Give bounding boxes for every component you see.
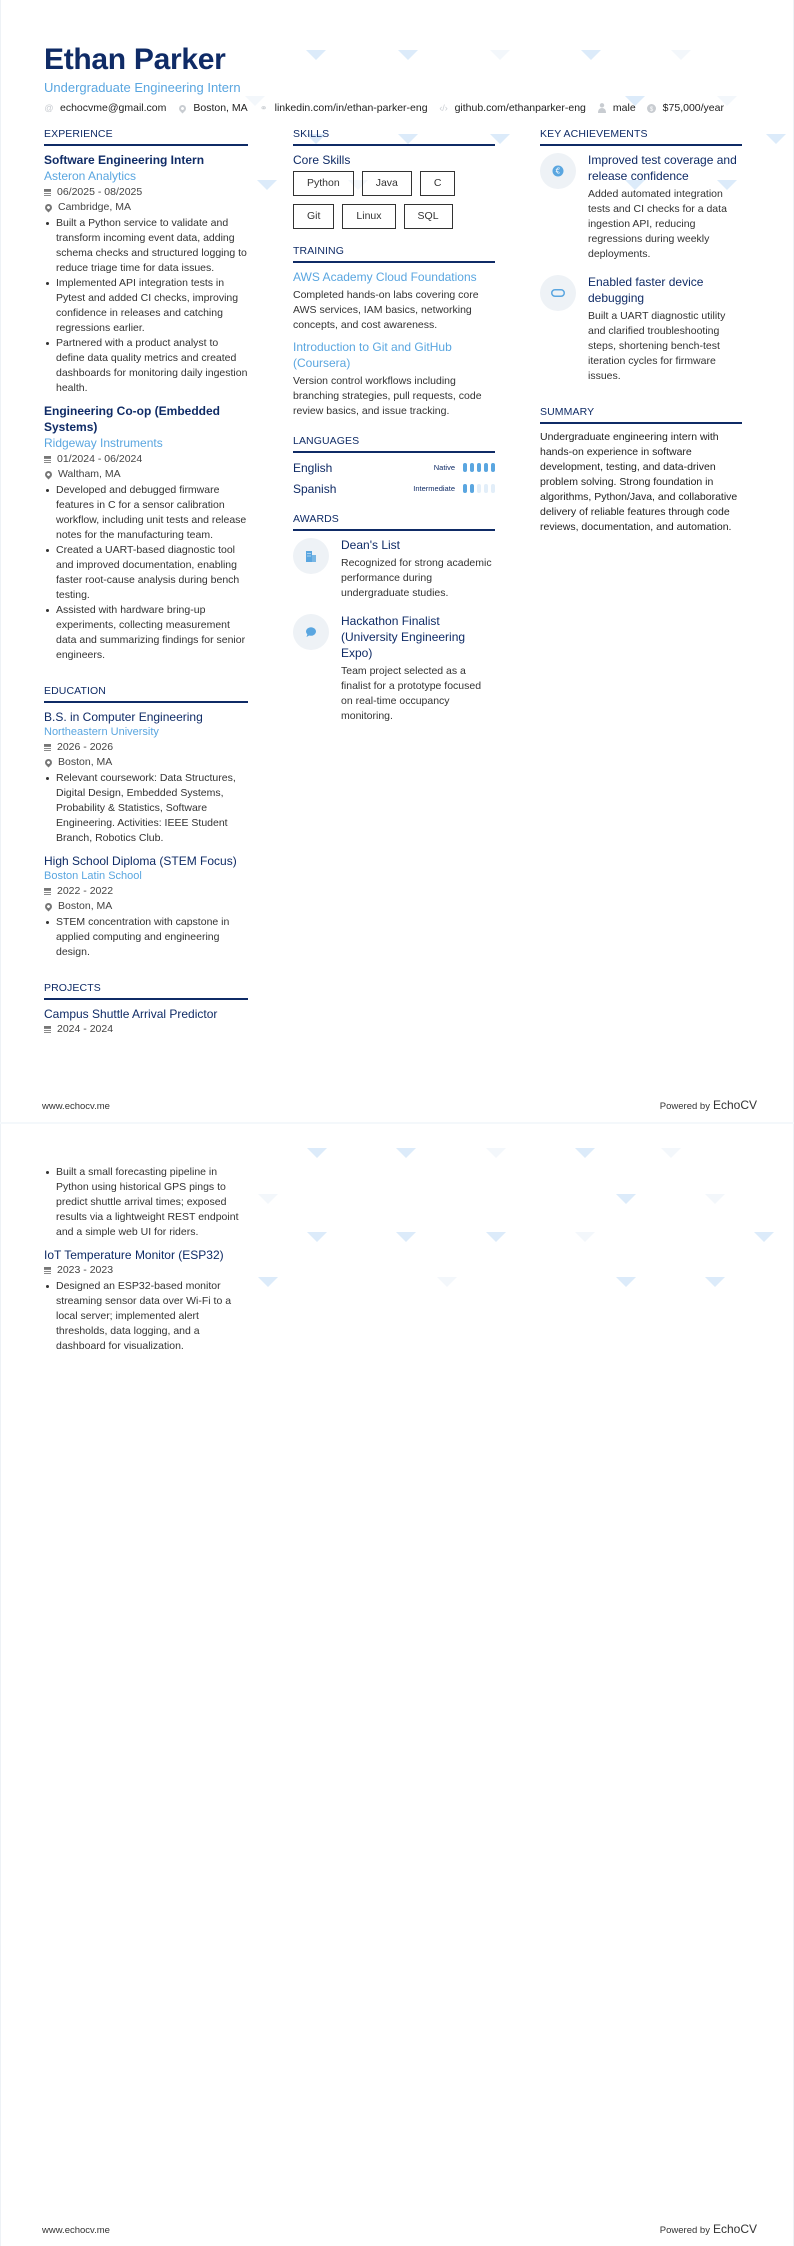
powered-by <box>660 1098 757 1112</box>
skill-tag: Java <box>362 171 412 196</box>
project-name: IoT Temperature Monitor (ESP32) <box>44 1248 224 1262</box>
dates-text: 2026 - 2026 <box>57 741 114 753</box>
bullet-item: Implemented API integration tests in Pytest and added CI checks, improving confidence in releases and catching regressions earlier. <box>44 276 248 336</box>
location-text: Boston, MA <box>58 756 113 768</box>
link-icon: ⚭ <box>259 102 268 113</box>
job-location <box>44 467 248 482</box>
project-entry-continued <box>44 1165 248 1240</box>
achievement-title: Improved test coverage and release confidence <box>588 153 737 183</box>
training-section <box>293 245 495 419</box>
salary-icon <box>647 103 657 113</box>
powered-by <box>660 2222 757 2236</box>
calendar-icon <box>44 1026 51 1034</box>
svg-text:$: $ <box>650 106 654 113</box>
education-dates <box>44 884 248 899</box>
contact-location-text: Boston, MA <box>193 102 248 114</box>
language-name: Spanish <box>293 481 337 496</box>
awards-section <box>293 513 495 730</box>
section-title-awards: AWARDS <box>293 513 495 531</box>
powered-by-label: Powered by <box>659 1101 710 1112</box>
location-pin-icon <box>44 470 54 480</box>
training-description: Version control workflows including branching strategies, pull requests, code review basics, and issue tracking. <box>293 375 482 417</box>
bullet-item: Built a small forecasting pipeline in Python using historical GPS pings to predict shuttle arrival times; exposed results via a lightweight REST endpoint and a simple web UI for riders. <box>44 1165 248 1240</box>
resume-page-2 <box>0 1124 794 2246</box>
section-title-experience: EXPERIENCE <box>44 128 248 146</box>
at-icon: @ <box>44 103 54 113</box>
page-footer <box>42 1098 757 1112</box>
dates-text: 2022 - 2022 <box>57 885 114 897</box>
skills-group-title: Core Skills <box>293 153 351 167</box>
degree-title: B.S. in Computer Engineering <box>44 710 203 724</box>
left-column <box>44 128 248 1059</box>
language-level: Intermediate <box>413 484 455 493</box>
award-entry <box>293 613 495 730</box>
calendar-icon <box>44 888 51 896</box>
contact-gender <box>597 102 636 114</box>
pill-toggle-icon <box>540 275 576 311</box>
middle-column <box>293 128 495 752</box>
achievement-description: Built a UART diagnostic utility and clarified troubleshooting steps, shortening bench-test iteration cycles for firmware issues. <box>588 310 726 382</box>
key-achievements-section <box>540 128 742 390</box>
education-location <box>44 755 248 770</box>
job-bullets <box>44 216 248 396</box>
experience-entry <box>44 403 248 663</box>
language-row <box>293 459 495 476</box>
location-pin-icon <box>177 103 187 113</box>
skill-tags <box>293 171 495 229</box>
contact-bar <box>44 102 763 114</box>
language-row <box>293 480 495 497</box>
training-description: Completed hands-on labs covering core AWS services, IAM basics, networking concepts, and cost awareness. <box>293 289 479 331</box>
company-name: Ridgeway Instruments <box>44 436 163 450</box>
project-name: Campus Shuttle Arrival Predictor <box>44 1007 218 1021</box>
job-location <box>44 200 248 215</box>
bullet-item: STEM concentration with capstone in applied computing and engineering design. <box>44 915 248 960</box>
section-title-education: EDUCATION <box>44 685 248 703</box>
contact-email[interactable] <box>44 102 166 114</box>
bullet-item: Created a UART-based diagnostic tool and improved documentation, enabling faster root-cause analysis during bench testing. <box>44 543 248 603</box>
skill-tag: Git <box>293 204 334 229</box>
contact-salary <box>647 102 724 114</box>
award-entry <box>293 537 495 607</box>
degree-title: High School Diploma (STEM Focus) <box>44 854 237 868</box>
resume-header <box>44 42 763 114</box>
award-name: Dean's List <box>341 538 400 552</box>
powered-by-label: Powered by <box>659 2225 710 2236</box>
footer-website-link[interactable]: www.echocv.me <box>42 1101 110 1112</box>
candidate-name: Ethan Parker <box>44 43 226 76</box>
building-icon <box>293 538 329 574</box>
calendar-icon <box>44 744 51 752</box>
training-name: Introduction to Git and GitHub (Coursera) <box>293 340 452 370</box>
education-entry <box>44 709 248 846</box>
experience-entry <box>44 152 248 396</box>
contact-email-text: echocvme@gmail.com <box>60 102 167 114</box>
achievement-entry <box>540 152 742 268</box>
location-pin-icon <box>44 758 54 768</box>
location-pin-icon <box>44 902 54 912</box>
education-entry <box>44 853 248 960</box>
job-bullets <box>44 483 248 663</box>
section-title-key-achievements: KEY ACHIEVEMENTS <box>540 128 742 146</box>
candidate-role: Undergraduate Engineering Intern <box>44 80 241 95</box>
skill-tag: Python <box>293 171 354 196</box>
project-bullets <box>44 1165 248 1240</box>
page-footer <box>42 2222 757 2236</box>
location-text: Boston, MA <box>58 900 113 912</box>
education-bullets <box>44 915 248 960</box>
location-text: Cambridge, MA <box>58 201 131 213</box>
summary-text: Undergraduate engineering intern with hands-on experience in software development, testing, and data-driven problem solving. Strong foundation in algorithms, Python/Java, and collaborative delivery of reliable features through code reviews, documentation, and automation. <box>540 431 738 533</box>
person-icon <box>597 103 607 113</box>
award-description: Recognized for strong academic performance during undergraduate studies. <box>341 557 492 599</box>
contact-gender-text: male <box>612 102 636 114</box>
education-dates <box>44 740 248 755</box>
resume-page-1 <box>0 0 794 1122</box>
section-title-training: TRAINING <box>293 245 495 263</box>
dates-text: 01/2024 - 06/2024 <box>57 453 143 465</box>
award-description: Team project selected as a finalist for a prototype focused on real-time occupancy monitoring. <box>341 665 482 722</box>
achievement-entry <box>540 274 742 390</box>
location-pin-icon <box>44 203 54 213</box>
contact-github[interactable] <box>439 102 586 114</box>
job-title: Software Engineering Intern <box>44 153 205 167</box>
calendar-icon <box>44 456 51 464</box>
bullet-item: Designed an ESP32-based monitor streaming sensor data over Wi-Fi to a local server; implemented alert thresholds, data logging, and a dashboard for visualization. <box>44 1279 248 1354</box>
location-text: Waltham, MA <box>58 468 121 480</box>
proficiency-dots <box>463 484 495 493</box>
bullet-item: Assisted with hardware bring-up experiments, collecting measurement data and summarizing findings for senior engineers. <box>44 603 248 663</box>
contact-linkedin[interactable] <box>259 102 428 114</box>
footer-website-link[interactable]: www.echocv.me <box>42 2225 110 2236</box>
chat-bubble-icon <box>293 614 329 650</box>
training-name: AWS Academy Cloud Foundations <box>293 270 477 284</box>
language-level: Native <box>433 463 455 472</box>
job-dates <box>44 452 248 467</box>
contact-github-text: github.com/ethanparker-eng <box>454 102 586 114</box>
euro-coin-icon <box>540 153 576 189</box>
school-name: Boston Latin School <box>44 870 142 882</box>
brand-logo-text[interactable]: EchoCV <box>712 1098 757 1112</box>
achievement-title: Enabled faster device debugging <box>588 275 704 305</box>
school-name: Northeastern University <box>44 726 159 738</box>
bullet-item: Developed and debugged firmware features in C for a sensor calibration workflow, including unit tests and release notes for the manufacturing team. <box>44 483 248 543</box>
company-name: Asteron Analytics <box>44 169 137 183</box>
projects-section <box>44 982 248 1037</box>
award-name: Hackathon Finalist (University Engineering Expo) <box>341 614 466 660</box>
skills-section <box>293 128 495 229</box>
bullet-item: Relevant coursework: Data Structures, Digital Design, Embedded Systems, Probability & Statistics, Software Engineering. Activities: IEEE Student Branch, Robotics Club. <box>44 771 248 846</box>
education-location <box>44 899 248 914</box>
code-icon: ‹/› <box>439 103 448 113</box>
proficiency-dots <box>463 463 495 472</box>
education-bullets <box>44 771 248 846</box>
job-title: Engineering Co-op (Embedded Systems) <box>44 404 220 434</box>
bullet-item: Built a Python service to validate and transform incoming event data, adding schema checks and structured logging to reduce triage time for data issues. <box>44 216 248 276</box>
project-dates <box>44 1263 248 1278</box>
experience-section <box>44 128 248 663</box>
skill-tag: SQL <box>404 204 453 229</box>
brand-logo-text[interactable]: EchoCV <box>712 2222 757 2236</box>
contact-salary-text: $75,000/year <box>662 102 724 114</box>
skill-tag: Linux <box>342 204 395 229</box>
bullet-item: Partnered with a product analyst to define data quality metrics and created dashboards for monitoring daily ingestion health. <box>44 336 248 396</box>
achievement-description: Added automated integration tests and CI checks for a data ingestion API, reducing regressions during weekly deployments. <box>588 188 727 260</box>
section-title-projects: PROJECTS <box>44 982 248 1000</box>
contact-location <box>177 102 247 114</box>
project-entry <box>44 1247 248 1354</box>
skill-tag: C <box>420 171 456 196</box>
section-title-skills: SKILLS <box>293 128 495 146</box>
section-title-languages: LANGUAGES <box>293 435 495 453</box>
svg-text:€: € <box>555 166 561 176</box>
project-bullets <box>44 1279 248 1354</box>
language-name: English <box>293 460 333 475</box>
calendar-icon <box>44 189 51 197</box>
right-column <box>540 128 742 557</box>
left-column-continued <box>44 1164 248 1361</box>
contact-linkedin-text: linkedin.com/in/ethan-parker-eng <box>274 102 428 114</box>
summary-section <box>540 406 742 535</box>
job-dates <box>44 185 248 200</box>
project-entry <box>44 1006 248 1037</box>
dates-text: 2023 - 2023 <box>57 1264 114 1276</box>
languages-section <box>293 435 495 497</box>
dates-text: 2024 - 2024 <box>57 1023 114 1035</box>
education-section <box>44 685 248 960</box>
project-dates <box>44 1022 248 1037</box>
section-title-summary: SUMMARY <box>540 406 742 424</box>
dates-text: 06/2025 - 08/2025 <box>57 186 143 198</box>
calendar-icon <box>44 1267 51 1275</box>
